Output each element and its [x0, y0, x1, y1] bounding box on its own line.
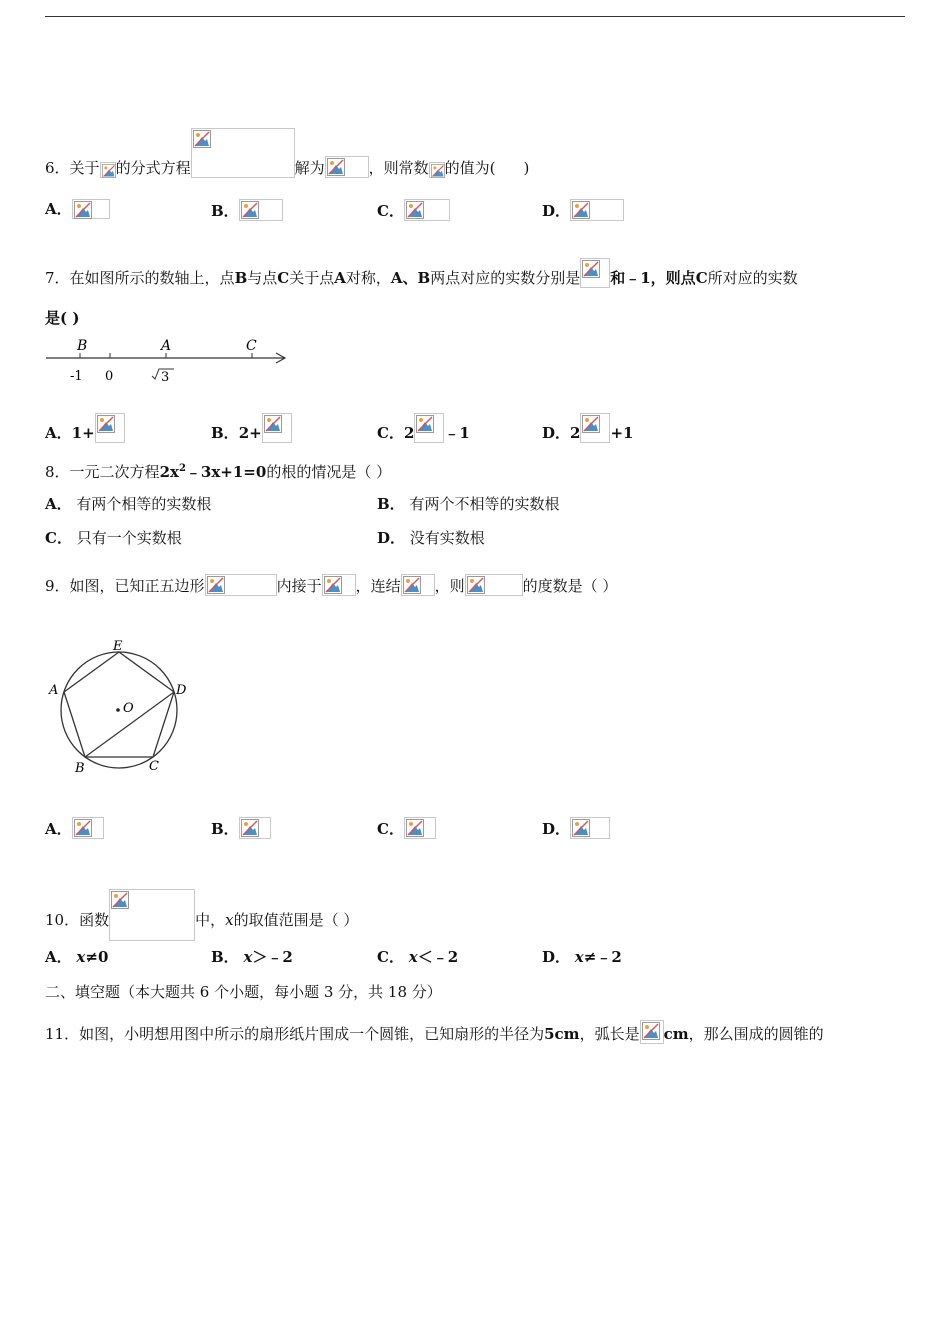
- label-e: E: [113, 639, 123, 654]
- formula-image: [239, 817, 271, 839]
- q7-option-a: A．1+: [45, 413, 125, 443]
- q9-option-d: D．: [542, 817, 610, 839]
- label-b: B: [77, 338, 88, 354]
- broken-image-icon: [207, 576, 225, 594]
- q6-option-b: B．: [211, 199, 283, 221]
- formula-image: [262, 413, 292, 443]
- q10-option-a: A． x≠0: [45, 948, 109, 966]
- broken-image-icon: [193, 130, 211, 148]
- question-6: [45, 128, 529, 178]
- q6-text-1: 关于: [69, 159, 100, 177]
- formula-image: [72, 199, 110, 219]
- formula-image: [580, 413, 610, 443]
- formula-image: [95, 413, 125, 443]
- broken-image-icon: [431, 164, 445, 178]
- broken-image-icon: [97, 415, 115, 433]
- q6-text-2: 的分式方程: [115, 159, 191, 177]
- broken-image-icon: [324, 576, 342, 594]
- broken-image-icon: [416, 415, 434, 433]
- tick-label-zero: 0: [105, 369, 114, 384]
- broken-image-icon: [111, 891, 129, 909]
- center-point-o: [116, 708, 120, 712]
- formula-image: [401, 574, 435, 596]
- formula-image: [580, 258, 610, 288]
- question-7: 7．在如图所示的数轴上，点B与点C关于点A对称，A、B两点对应的实数分别是 和﹣1，则点C所对应的实数: [45, 258, 798, 288]
- q6-option-c: C．: [377, 199, 450, 221]
- q9-option-a: A．: [45, 817, 104, 839]
- question-9: 9．如图，已知正五边形 内接于 ，连结 ，则 的度数是（ ）: [45, 574, 617, 596]
- formula-image: [640, 1020, 664, 1044]
- section-2-heading: 二、填空题（本大题共 6 个小题，每小题 3 分，共 18 分）: [45, 983, 442, 1001]
- broken-image-icon: [582, 260, 600, 278]
- formula-image: [570, 199, 624, 221]
- broken-image-icon: [327, 158, 345, 176]
- q10-option-d: D． x≠﹣2: [542, 948, 622, 966]
- sqrt-3-digit: 3: [161, 370, 170, 385]
- q10-option-b: B． x＞﹣2: [211, 948, 293, 966]
- question-7-cont: 是( ): [45, 309, 80, 327]
- q6-number: 6．: [45, 159, 70, 177]
- formula-image: [404, 199, 450, 221]
- page-header-rule: [45, 16, 905, 17]
- broken-image-icon: [264, 415, 282, 433]
- q8-option-d: D． 没有实数根: [377, 529, 485, 547]
- question-10: 10．函数 中，x的取值范围是（ ）: [45, 889, 358, 941]
- label-o: O: [123, 701, 134, 716]
- label-a: A: [49, 683, 59, 698]
- broken-image-icon: [74, 819, 92, 837]
- q6-text-6: ): [523, 159, 530, 177]
- tick-label-minus-one: -1: [70, 369, 83, 384]
- broken-image-icon: [642, 1022, 660, 1040]
- q7-option-d: D．2 +1: [542, 413, 633, 443]
- q6-text-4: ，则常数: [368, 159, 429, 177]
- formula-image: [465, 574, 523, 596]
- formula-image: [100, 162, 116, 178]
- label-d: D: [176, 683, 187, 698]
- pentagon-circle-figure: [45, 636, 195, 778]
- q9-option-c: C．: [377, 817, 436, 839]
- broken-image-icon: [572, 819, 590, 837]
- formula-image: [570, 817, 610, 839]
- broken-image-icon: [403, 576, 421, 594]
- q6-text-3: 解为: [294, 159, 325, 177]
- q7-option-b: B．2+: [211, 413, 292, 443]
- q10-option-c: C． x＜﹣2: [377, 948, 459, 966]
- q7-option-c: C．2 ﹣1: [377, 413, 470, 443]
- broken-image-icon: [241, 819, 259, 837]
- broken-image-icon: [582, 415, 600, 433]
- formula-image: [414, 413, 444, 443]
- question-11: 11．如图，小明想用图中所示的扇形纸片围成一个圆锥，已知扇形的半径为5cm，弧长是 cm，那么围成的圆锥的: [45, 1020, 824, 1044]
- broken-image-icon: [74, 201, 92, 219]
- broken-image-icon: [467, 576, 485, 594]
- formula-image: [404, 817, 436, 839]
- q6-option-a: A．: [45, 199, 110, 219]
- q6-option-d: D．: [542, 199, 624, 221]
- label-b: B: [75, 761, 85, 776]
- broken-image-icon: [406, 819, 424, 837]
- formula-image: [109, 889, 195, 941]
- number-line-figure: [44, 336, 294, 390]
- formula-image: [322, 574, 356, 596]
- formula-image: [325, 156, 369, 178]
- sqrt-3-label: [152, 369, 174, 385]
- formula-image: [429, 162, 445, 178]
- formula-image: [205, 574, 277, 596]
- label-c: C: [246, 338, 257, 354]
- label-c: C: [149, 759, 159, 774]
- formula-image: [191, 128, 295, 178]
- q9-option-b: B．: [211, 817, 271, 839]
- q6-text-5: 的值为(: [444, 159, 496, 177]
- question-8: 8．一元二次方程$2x^2﹣3x+1=0$的根的情况是（ ）: [45, 463, 392, 481]
- formula-image: [239, 199, 283, 221]
- broken-image-icon: [241, 201, 259, 219]
- q8-option-b: B． 有两个不相等的实数根: [377, 495, 560, 513]
- broken-image-icon: [406, 201, 424, 219]
- label-a: A: [161, 338, 172, 354]
- broken-image-icon: [102, 164, 116, 178]
- q8-option-a: A． 有两个相等的实数根: [45, 495, 212, 513]
- q8-option-c: C． 只有一个实数根: [45, 529, 182, 547]
- broken-image-icon: [572, 201, 590, 219]
- formula-image: [72, 817, 104, 839]
